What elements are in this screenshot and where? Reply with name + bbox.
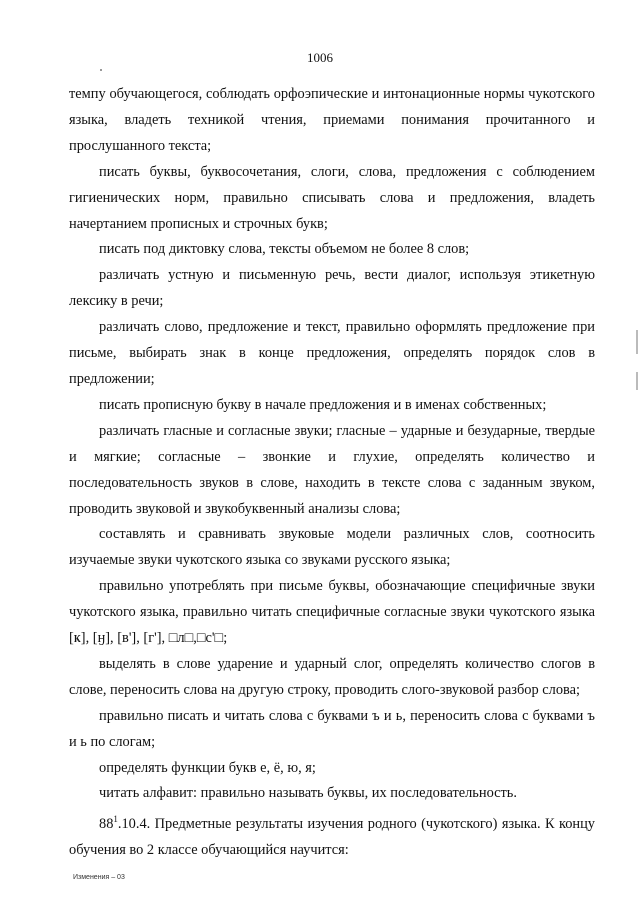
paragraph-8: составлять и сравнивать звуковые модели различных слов, соотносить изучаемые звуки чукотского языка со звуками русского языка;: [69, 526, 595, 569]
paragraph-7: различать гласные и согласные звуки; гласные – ударные и безударные, твердые и мягкие; согласные – звонкие и глухие, определять количество и последовательность звуков в слове, находить в тексте слова с заданным звуком, проводить звуковой и звукобуквенный анализы слова;: [69, 422, 595, 517]
body-text: [69, 82, 595, 864]
paragraph-9: правильно употреблять при письме буквы, обозначающие специфичные звуки чукотского языка, правильно читать специфичные согласные звуки чукотского языка [ҝ], [ӈ], [в'], [г'], □л□,□с'□;: [69, 578, 595, 647]
paragraph-11: правильно писать и читать слова с буквами ъ и ь, переносить слова с буквами ъ и ь по слогам;: [69, 707, 595, 750]
margin-mark: [636, 372, 638, 390]
paragraph-4: различать устную и письменную речь, вести диалог, используя этикетную лексику в речи;: [69, 267, 595, 310]
section-superscript: 1: [113, 814, 118, 825]
section-number: 88: [99, 816, 114, 833]
section-text: .10.4. Предметные результаты изучения родного (чукотского) языка. К концу обучения во 2 классе обучающийся научится:: [69, 816, 595, 859]
revision-footer: Изменения – 03: [73, 874, 125, 881]
scan-speck: [100, 69, 102, 71]
paragraph-1: темпу обучающегося, соблюдать орфоэпические и интонационные нормы чукотского языка, владеть техникой чтения, приемами понимания прочитанного и прослушанного текста;: [69, 86, 595, 154]
margin-mark: [636, 330, 638, 354]
paragraph-13: читать алфавит: правильно называть буквы, их последовательность.: [99, 785, 517, 802]
paragraph-3: писать под диктовку слова, тексты объемом не более 8 слов;: [99, 241, 470, 258]
section-heading-paragraph: [69, 807, 595, 864]
page-number: 1006: [307, 50, 333, 65]
paragraph-5: различать слово, предложение и текст, правильно оформлять предложение при письме, выбирать знак в конце предложения, определять порядок слов в предложении;: [69, 319, 595, 387]
paragraph-2: писать буквы, буквосочетания, слоги, слова, предложения с соблюдением гигиенических норм, правильно списывать слова и предложения, владеть начертанием прописных и строчных букв;: [69, 163, 595, 232]
paragraph-12: определять функции букв е, ё, ю, я;: [99, 759, 316, 776]
paragraph-6: писать прописную букву в начале предложения и в именах собственных;: [99, 396, 547, 413]
paragraph-10: выделять в слове ударение и ударный слог, определять количество слогов в слове, переносить слова на другую строку, проводить слого-звуковой разбор слова;: [69, 655, 595, 698]
